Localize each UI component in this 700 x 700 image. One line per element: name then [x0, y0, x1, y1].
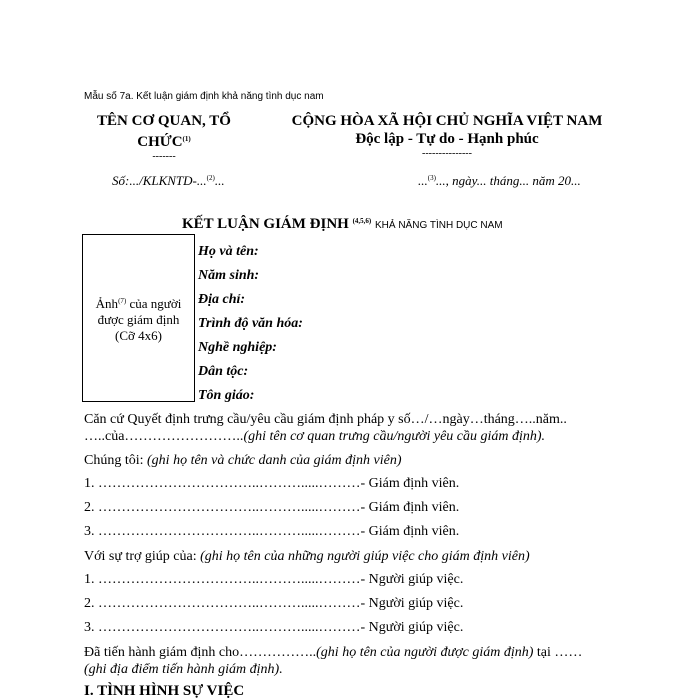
agency-separator: ------- — [152, 151, 176, 162]
field-address: Địa chỉ: — [198, 292, 246, 307]
field-ethnicity: Dân tộc: — [198, 364, 249, 379]
field-education: Trình độ văn hóa: — [198, 316, 303, 331]
field-full-name: Họ và tên: — [198, 244, 259, 259]
photo-placeholder: Ảnh$^{(7)}$ của người được giám định (Cỡ 4x6) — [82, 234, 195, 402]
examiner-line: 2. ……………………………..……….....………- Giám định viên. — [84, 500, 460, 515]
examiner-line: 1. ……………………………..……….....………- Giám định viên. — [84, 476, 460, 491]
conducted-paragraph: Đã tiến hành giám định cho……………..(ghi họ tên của người được giám định) tại …… (ghi địa điểm tiến hành giám định). — [84, 645, 583, 677]
basis-paragraph: Căn cứ Quyết định trưng cầu/yêu cầu giám định pháp y số…/…ngày…tháng…..năm.. …..của……………………..(ghi tên cơ quan trưng cầu/người yêu cầu giám định). — [84, 412, 567, 444]
national-motto: Độc lập - Tự do - Hạnh phúc — [355, 131, 539, 147]
examiners-intro: Chúng tôi: (ghi họ tên và chức danh của giám định viên) — [84, 453, 402, 468]
agency-header — [84, 112, 244, 163]
assistant-line: 3. ……………………………..……….....………- Người giúp việc. — [84, 620, 464, 635]
document-number: Số:.../KLKNTD-...$^{(2)}$... — [112, 173, 225, 188]
assistant-line: 1. ……………………………..……….....………- Người giúp việc. — [84, 572, 464, 587]
field-occupation: Nghề nghiệp: — [198, 340, 277, 355]
field-religion: Tôn giáo: — [198, 388, 255, 403]
national-separator: --------------- — [422, 148, 472, 159]
assistant-line: 2. ……………………………..……….....………- Người giúp việc. — [84, 596, 464, 611]
form-code: Mẫu số 7a. Kết luận giám định khả năng tình dục nam — [84, 91, 324, 102]
field-birth-year: Năm sinh: — [198, 268, 260, 283]
section-title: I. TÌNH HÌNH SỰ VIỆC — [84, 683, 245, 699]
date-line: ...$^{(3)}$..., ngày... tháng... năm 20... — [418, 173, 581, 188]
national-header — [288, 112, 606, 160]
assistants-intro: Với sự trợ giúp của: (ghi họ tên của những người giúp việc cho giám định viên) — [84, 549, 530, 564]
agency-note: (1) — [182, 135, 191, 143]
document-subtitle: KHẢ NĂNG TÌNH DỤC NAM — [375, 220, 503, 231]
examiner-line: 3. ……………………………..……….....………- Giám định viên. — [84, 524, 460, 539]
national-title: CỘNG HÒA XÃ HỘI CHỦ NGHĨA VIỆT NAM — [291, 113, 603, 129]
agency-name-line2: CHỨC — [137, 134, 183, 150]
document-title: KẾT LUẬN GIÁM ĐỊNH $^{(4,5,6)}$ KHẢ NĂNG TÌNH DỤC NAM — [182, 216, 503, 232]
agency-name-line1: TÊN CƠ QUAN, TỔ — [97, 113, 231, 129]
